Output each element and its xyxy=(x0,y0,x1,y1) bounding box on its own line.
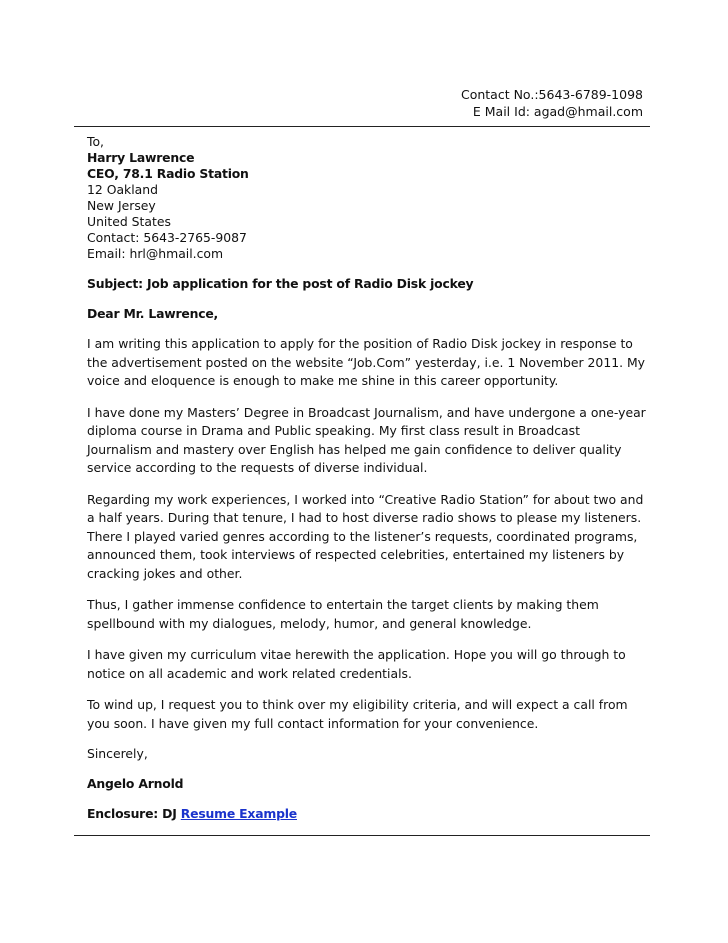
enclosure-label: Enclosure: DJ xyxy=(87,806,181,821)
top-divider xyxy=(74,126,650,127)
recipient-to: To, xyxy=(87,134,104,149)
recipient-title: CEO, 78.1 Radio Station xyxy=(87,166,249,181)
resume-example-link[interactable]: Resume Example xyxy=(180,806,297,821)
paragraph-education: I have done my Masters’ Degree in Broadcast Journalism, and have undergone a one-year diploma course in Drama and Public speaking. My first class result in Broadcast Journalism and mastery over English has helped me gain confidence to deliver quality service according to the requests of diverse individual. xyxy=(87,404,646,475)
paragraph-confidence: Thus, I gather immense confidence to entertain the target clients by making them spellbound with my dialogues, melody, humor, and general knowledge. xyxy=(87,597,599,631)
recipient-country: United States xyxy=(87,214,171,229)
recipient-block xyxy=(87,134,647,262)
paragraph-experience: Regarding my work experiences, I worked into “Creative Radio Station” for about two and a half years. During that tenure, I had to host diverse radio shows to please my listeners. There I played varied genres according to the listener’s requests, coordinated programs, announced them, took interviews of respected celebrities, entertained my listeners by cracking jokes and other. xyxy=(87,491,644,581)
signature-name: Angelo Arnold xyxy=(87,776,184,791)
paragraph-cv: I have given my curriculum vitae herewith the application. Hope you will go through to notice on all academic and work related credentials. xyxy=(87,647,626,681)
letter-body xyxy=(87,134,647,822)
recipient-contact: Contact: 5643-2765-9087 xyxy=(87,230,247,245)
sender-contact-number: Contact No.:5643-6789-1098 xyxy=(460,87,643,102)
sender-email: E Mail Id: agad@hmail.com xyxy=(472,104,643,119)
paragraph-conclusion: To wind up, I request you to think over my eligibility criteria, and will expect a call from you soon. I have given my full contact information for your convenience. xyxy=(87,697,628,731)
recipient-street: 12 Oakland xyxy=(87,182,158,197)
subject-line: Subject: Job application for the post of Radio Disk jockey xyxy=(87,276,474,291)
paragraph-intro: I am writing this application to apply for the position of Radio Disk jockey in response to the advertisement posted on the website “Job.Com” yesterday, i.e. 1 November 2011. My voice and eloquence is enough to make me shine in this career opportunity. xyxy=(87,336,645,388)
enclosure-line xyxy=(87,806,647,822)
bottom-divider xyxy=(74,835,650,836)
recipient-state: New Jersey xyxy=(87,198,156,213)
salutation: Dear Mr. Lawrence, xyxy=(87,306,219,321)
recipient-name: Harry Lawrence xyxy=(87,150,195,165)
recipient-email: Email: hrl@hmail.com xyxy=(87,246,224,261)
closing: Sincerely, xyxy=(87,746,148,761)
sender-contact-block xyxy=(461,86,643,120)
